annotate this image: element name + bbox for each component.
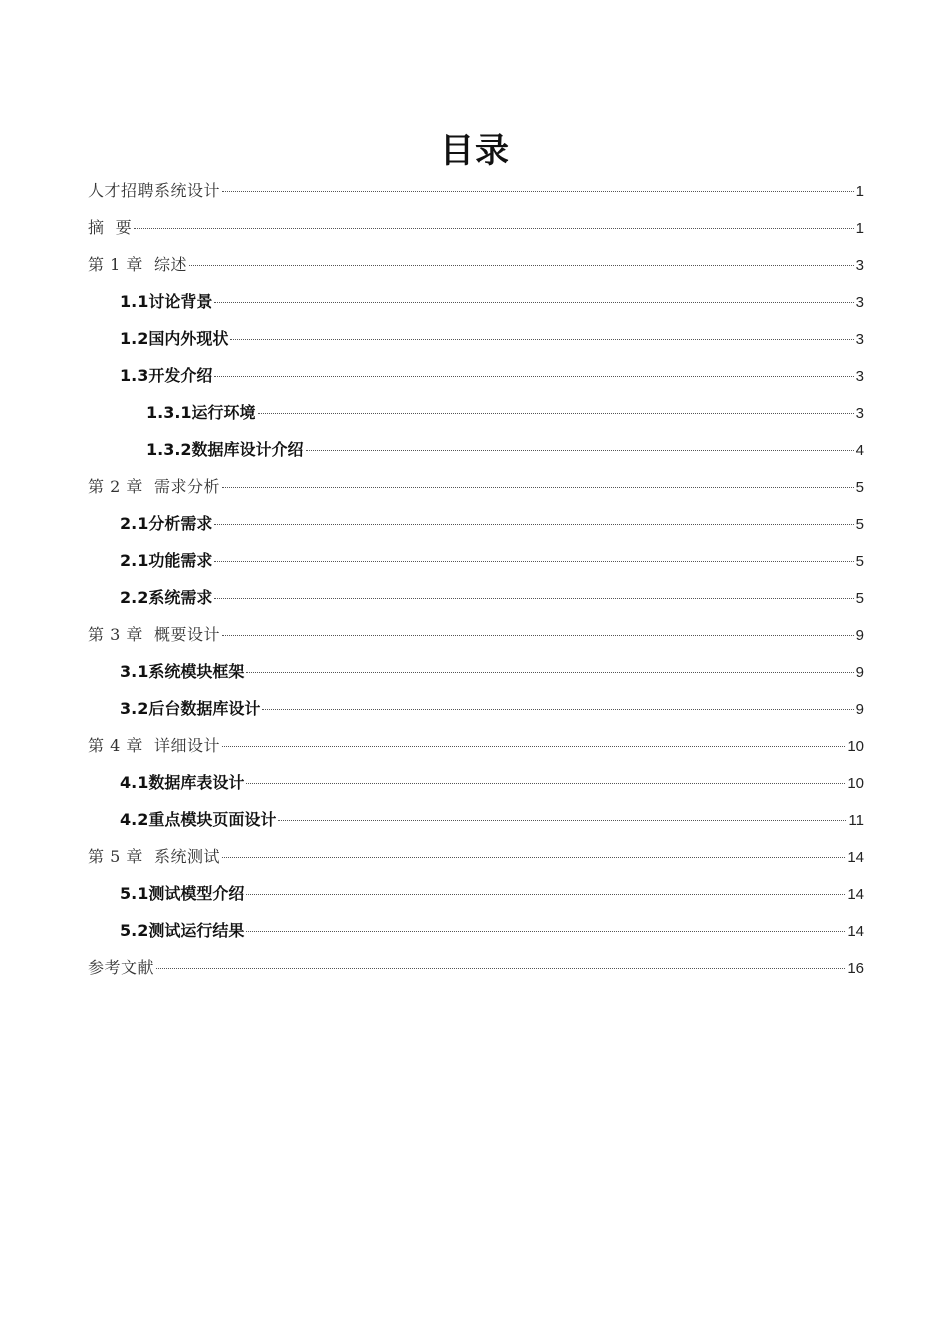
toc-entry-page: 5 <box>855 590 864 607</box>
dot-leader <box>156 967 845 969</box>
toc-entry-chapter-2[interactable] <box>88 468 864 505</box>
toc-entry-label: 3.2后台数据库设计 <box>120 699 261 718</box>
toc-entry-page: 1 <box>855 220 864 237</box>
dot-leader <box>246 930 845 932</box>
toc-entry-label: 参考文献 <box>88 958 155 977</box>
dot-leader <box>246 671 853 673</box>
dot-leader <box>262 708 853 710</box>
toc-entry-1-2[interactable] <box>88 320 864 357</box>
toc-entry-page: 14 <box>847 923 864 940</box>
dot-leader <box>222 634 854 636</box>
toc-entry-page: 4 <box>855 442 864 459</box>
toc-entry-page: 16 <box>847 960 864 977</box>
dot-leader <box>214 597 853 599</box>
toc-entry-page: 5 <box>855 516 864 533</box>
toc-entry-label: 4.1数据库表设计 <box>120 773 245 792</box>
dot-leader <box>134 227 853 229</box>
toc-entry-1-1[interactable] <box>88 283 864 320</box>
dot-leader <box>222 745 845 747</box>
toc-entry-2-1a[interactable] <box>88 505 864 542</box>
toc-entry-label: 第 1 章 综述 <box>88 255 188 274</box>
toc-entry-3-1[interactable] <box>88 653 864 690</box>
toc-entry-label: 摘 要 <box>88 218 133 237</box>
toc-entry-2-1b[interactable] <box>88 542 864 579</box>
toc-entry-page: 5 <box>855 479 864 496</box>
toc-entry-label: 5.2测试运行结果 <box>120 921 245 940</box>
toc-entry-references[interactable] <box>88 949 864 986</box>
toc-entry-label: 2.2系统需求 <box>120 588 213 607</box>
toc-entry-page: 9 <box>855 701 864 718</box>
dot-leader <box>278 819 846 821</box>
toc-entry-page: 1 <box>855 183 864 200</box>
toc-entry-page: 14 <box>847 886 864 903</box>
toc-entry-page: 11 <box>848 812 864 829</box>
dot-leader <box>258 412 854 414</box>
toc-entry-page: 5 <box>855 553 864 570</box>
dot-leader <box>214 560 853 562</box>
toc-entry-page: 3 <box>855 405 864 422</box>
toc-entry-1-3-1[interactable] <box>88 394 864 431</box>
toc-entry-label: 2.1功能需求 <box>120 551 213 570</box>
toc-entry-label: 3.1系统模块框架 <box>120 662 245 681</box>
toc-entry-chapter-1[interactable] <box>88 246 864 283</box>
toc-entry-chapter-5[interactable] <box>88 838 864 875</box>
toc-entry-5-2[interactable] <box>88 912 864 949</box>
toc-entry-1-3[interactable] <box>88 357 864 394</box>
toc-entry-5-1[interactable] <box>88 875 864 912</box>
toc-entry-label: 1.1讨论背景 <box>120 292 213 311</box>
toc-entry-label: 2.1分析需求 <box>120 514 213 533</box>
toc-entry-page: 3 <box>855 331 864 348</box>
dot-leader <box>222 856 845 858</box>
dot-leader <box>222 486 854 488</box>
toc-entry-chapter-4[interactable] <box>88 727 864 764</box>
toc-entry-page: 9 <box>855 627 864 644</box>
toc-entry-label: 第 4 章 详细设计 <box>88 736 221 755</box>
toc-entry-3-2[interactable] <box>88 690 864 727</box>
toc-title: 目录 <box>440 131 510 171</box>
toc-entry-label: 1.2国内外现状 <box>120 329 229 348</box>
toc-entry-page: 10 <box>847 738 864 755</box>
toc-entry-abstract[interactable] <box>88 209 864 246</box>
toc-entry-1-3-2[interactable] <box>88 431 864 468</box>
dot-leader <box>189 264 854 266</box>
toc-entry-label: 第 5 章 系统测试 <box>88 847 221 866</box>
toc-entry-page: 3 <box>855 294 864 311</box>
toc-entry-label: 1.3.1运行环境 <box>146 403 256 422</box>
toc-entry-page: 9 <box>855 664 864 681</box>
dot-leader <box>230 338 853 340</box>
toc-entry-label: 第 2 章 需求分析 <box>88 477 221 496</box>
toc-list <box>88 172 864 986</box>
toc-entry-4-1[interactable] <box>88 764 864 801</box>
toc-entry-2-2[interactable] <box>88 579 864 616</box>
toc-entry-label: 第 3 章 概要设计 <box>88 625 221 644</box>
toc-entry-label: 1.3开发介绍 <box>120 366 213 385</box>
toc-entry-label: 4.2重点模块页面设计 <box>120 810 277 829</box>
toc-entry-page: 3 <box>855 257 864 274</box>
dot-leader <box>222 190 854 192</box>
toc-entry-label: 5.1测试模型介绍 <box>120 884 245 903</box>
toc-entry-4-2[interactable] <box>88 801 864 838</box>
toc-entry-label: 1.3.2数据库设计介绍 <box>146 440 304 459</box>
dot-leader <box>214 375 853 377</box>
toc-entry-label: 人才招聘系统设计 <box>88 181 221 200</box>
toc-entry-page: 14 <box>847 849 864 866</box>
toc-entry-page: 3 <box>855 368 864 385</box>
toc-entry-page: 10 <box>847 775 864 792</box>
dot-leader <box>246 893 845 895</box>
toc-entry-chapter-3[interactable] <box>88 616 864 653</box>
dot-leader <box>306 449 854 451</box>
dot-leader <box>214 301 853 303</box>
dot-leader <box>214 523 853 525</box>
toc-entry-title[interactable] <box>88 172 864 209</box>
dot-leader <box>246 782 845 784</box>
